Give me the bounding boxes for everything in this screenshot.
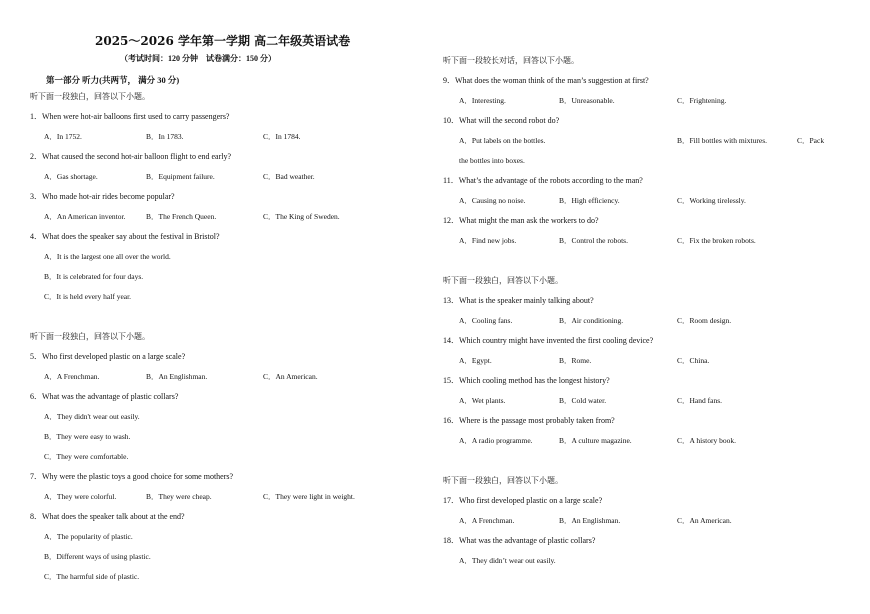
option: B．They were cheap. (146, 492, 212, 501)
option: B．In 1783. (146, 132, 184, 141)
option: A．The popularity of plastic. (44, 532, 133, 541)
option: C．Working tirelessly. (677, 196, 746, 205)
option: B．Air conditioning. (559, 316, 624, 325)
question-1: 1．When were hot-air balloons first used to carry passengers? (30, 112, 230, 121)
option: A．Gas shortage. (44, 172, 98, 181)
option: B．Equipment failure. (146, 172, 215, 181)
part-heading: 第一部分 听力(共两节， 满分 30 分) (46, 75, 180, 85)
option: A．They didn't wear out easily. (44, 412, 140, 421)
option: B．The French Queen. (146, 212, 217, 221)
question-12: 12．What might the man ask the workers to do? (443, 216, 599, 225)
option: A．A Frenchman. (44, 372, 100, 381)
question-6: 6．What was the advantage of plastic collars? (30, 392, 179, 401)
question-16: 16．Where is the passage most probably taken from? (443, 416, 615, 425)
question-9: 9．What does the woman think of the man’s suggestion at first? (443, 76, 649, 85)
option-continued: the bottles into boxes. (459, 156, 525, 165)
question-8: 8．What does the speaker talk about at the end? (30, 512, 185, 521)
option: C．Hand fans. (677, 396, 722, 405)
option: B．A culture magazine. (559, 436, 632, 445)
option: B．Fill bottles with mixtures. (677, 136, 768, 145)
option: C．Bad weather. (263, 172, 315, 181)
option: C．The King of Sweden. (263, 212, 340, 221)
option: C．Pack (797, 136, 825, 145)
section-direction: 听下面一段独白，回答以下小题。 (443, 276, 563, 285)
option: B．Cold water. (559, 396, 607, 405)
question-17: 17．Who first developed plastic on a large scale? (443, 496, 603, 505)
question-18: 18．What was the advantage of plastic collars? (443, 536, 596, 545)
option: C．The harmful side of plastic. (44, 572, 140, 581)
option: B．Control the robots. (559, 236, 628, 245)
option: B．Rome. (559, 356, 592, 365)
option: C．Room design. (677, 316, 732, 325)
option: C．It is held every half year. (44, 292, 132, 301)
option: B．An Englishman. (559, 516, 621, 525)
option: B．Different ways of using plastic. (44, 552, 151, 561)
option: A．Interesting. (459, 96, 506, 105)
option: B．High efficiency. (559, 196, 620, 205)
option: C．China. (677, 356, 710, 365)
question-3: 3．Who made hot-air rides become popular? (30, 192, 175, 201)
question-4: 4．What does the speaker say about the festival in Bristol? (30, 232, 220, 241)
option: C．Fix the broken robots. (677, 236, 756, 245)
option: A．Cooling fans. (459, 316, 513, 325)
question-13: 13．What is the speaker mainly talking about? (443, 296, 594, 305)
option: A．It is the largest one all over the world. (44, 252, 171, 261)
option: A．A Frenchman. (459, 516, 515, 525)
option: C．Frightening. (677, 96, 727, 105)
option: C．They were light in weight. (263, 492, 355, 501)
question-10: 10．What will the second robot do? (443, 116, 560, 125)
option: A．A radio programme. (459, 436, 533, 445)
option: C．In 1784. (263, 132, 301, 141)
option: C．An American. (263, 372, 318, 381)
exam-title: 2025～2026 学年第一学期 高二年级英语试卷 (95, 34, 351, 48)
option: B．They were easy to wash. (44, 432, 131, 441)
question-7: 7．Why were the plastic toys a good choice for some mothers? (30, 472, 234, 481)
option: C．An American. (677, 516, 732, 525)
option: C．A history book. (677, 436, 736, 445)
option: B．An Englishman. (146, 372, 208, 381)
question-15: 15．Which cooling method has the longest history? (443, 376, 610, 385)
section-direction: 听下面一段独白，回答以下小题。 (443, 476, 563, 485)
section-direction: 听下面一段较长对话，回答以下小题。 (443, 56, 579, 65)
exam-subtitle: （考试时间：120 分钟 试卷满分：150 分） (120, 54, 276, 63)
option: A．They didn’t wear out easily. (459, 556, 556, 565)
option: A．They were colorful. (44, 492, 117, 501)
question-11: 11．What’s the advantage of the robots according to the man? (443, 176, 643, 185)
option: A．An American inventor. (44, 212, 126, 221)
question-5: 5．Who first developed plastic on a large scale? (30, 352, 186, 361)
section-direction: 听下面一段独白，回答以下小题。 (30, 92, 150, 101)
option: A．Put labels on the bottles. (459, 136, 546, 145)
option: A．Find new jobs. (459, 236, 517, 245)
option: A．Wet plants. (459, 396, 506, 405)
option: B．Unreasonable. (559, 96, 615, 105)
option: A．Causing no noise. (459, 196, 526, 205)
option: C．They were comfortable. (44, 452, 129, 461)
section-direction: 听下面一段独白，回答以下小题。 (30, 332, 150, 341)
question-14: 14．Which country might have invented the first cooling device? (443, 336, 654, 345)
option: B．It is celebrated for four days. (44, 272, 144, 281)
option: A．In 1752. (44, 132, 82, 141)
option: A．Egypt. (459, 356, 492, 365)
question-2: 2．What caused the second hot-air balloon flight to end early? (30, 152, 232, 161)
